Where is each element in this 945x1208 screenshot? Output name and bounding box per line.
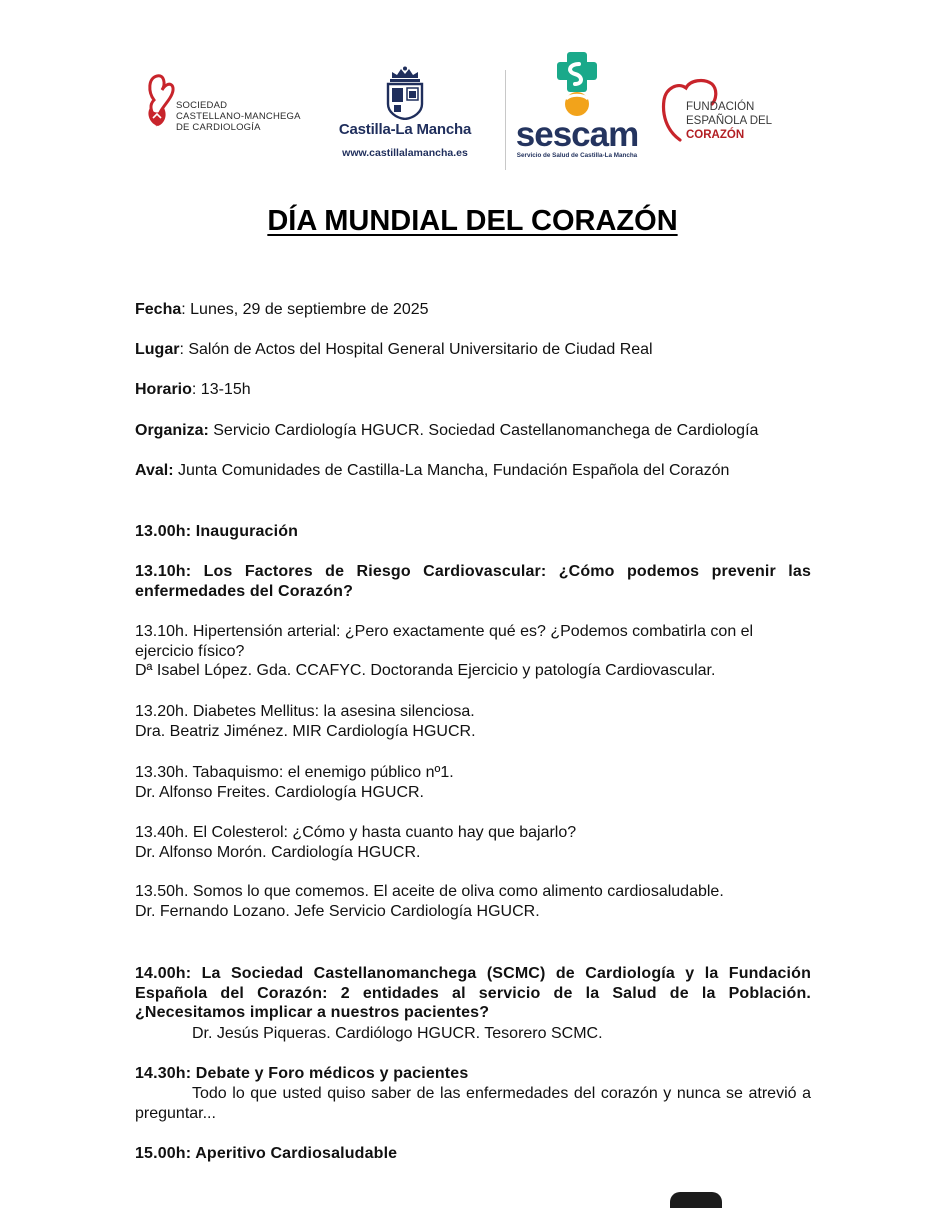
talk-aceite-oliva: [135, 882, 811, 921]
talk-colesterol-title: 13.40h. El Colesterol: ¿Cómo y hasta cuanto hay que bajarlo?: [135, 824, 577, 841]
logo-strip: [0, 0, 945, 180]
talk-diabetes-speaker: Dra. Beatriz Jiménez. MIR Cardiología HGUCR.: [135, 722, 476, 740]
program-aperitivo: 15.00h: Aperitivo Cardiosaludable: [135, 1145, 398, 1162]
cross-s-icon: [549, 52, 605, 118]
program-factores-riesgo: 13.10h: Los Factores de Riesgo Cardiovascular: ¿Cómo podemos prevenir las enfermedades del Corazón?: [135, 563, 811, 600]
talk-hipertension: [135, 622, 811, 681]
clm-name: Castilla-La Mancha: [338, 121, 472, 138]
logo-scmc: [142, 70, 302, 140]
crown-shield-icon: [380, 66, 430, 120]
fec-line-1: FUNDACIÓN: [686, 101, 755, 113]
program-debate-desc: Todo lo que usted quiso saber de las enfermedades del corazón y nunca se atrevió a preguntar...: [135, 1085, 811, 1122]
talk-colesterol-speaker: Dr. Alfonso Morón. Cardiología HGUCR.: [135, 843, 421, 861]
talk-colesterol: [135, 823, 811, 862]
program-inauguracion: 13.00h: Inauguración: [135, 523, 299, 540]
talk-tabaquismo-title: 13.30h. Tabaquismo: el enemigo público nº1.: [135, 764, 454, 781]
logo-fundacion-espanola-corazon: [660, 78, 790, 148]
floating-tab: [670, 1192, 722, 1208]
info-organiza: [135, 421, 825, 440]
talk-tabaquismo-speaker: Dr. Alfonso Freites. Cardiología HGUCR.: [135, 783, 424, 801]
page-title: DÍA MUNDIAL DEL CORAZÓN: [267, 205, 678, 237]
heart-with-figure-icon: [142, 70, 176, 136]
program-debate: 14.30h: Debate y Foro médicos y pacientes: [135, 1065, 469, 1082]
logo-sescam: [512, 52, 642, 164]
sescam-subtitle: Servicio de Salud de Castilla-La Mancha: [516, 152, 638, 159]
info-horario: [135, 380, 825, 399]
talk-diabetes-title: 13.20h. Diabetes Mellitus: la asesina silenciosa.: [135, 703, 475, 720]
aval-label: Aval:: [135, 462, 174, 479]
fecha-label: Fecha: [135, 301, 182, 318]
scmc-line-2: CASTELLANO-MANCHEGA: [176, 111, 301, 122]
organiza-label: Organiza:: [135, 422, 209, 439]
scmc-line-1: SOCIEDAD: [176, 100, 228, 111]
clm-url: www.castillalamancha.es: [342, 147, 468, 159]
talk-aceite-oliva-speaker: Dr. Fernando Lozano. Jefe Servicio Cardiología HGUCR.: [135, 902, 540, 920]
organiza-value: Servicio Cardiología HGUCR. Sociedad Castellanomanchega de Cardiología: [208, 422, 759, 439]
info-fecha: [135, 300, 825, 319]
scmc-line-3: DE CARDIOLOGÍA: [176, 122, 261, 133]
horario-label: Horario: [135, 381, 192, 398]
logo-castilla-la-mancha: [315, 66, 495, 166]
talk-aceite-oliva-title: 13.50h. Somos lo que comemos. El aceite de oliva como alimento cardiosaludable.: [135, 883, 724, 900]
program-sociedad-fundacion: 14.00h: La Sociedad Castellanomanchega (SCMC) de Cardiología y la Fundación Española del Corazón: 2 entidades al servicio de la Salud de la Población. ¿Necesitamos implicar a nuestros pacientes?: [135, 965, 811, 1021]
fec-line-2: ESPAÑOLA DEL: [686, 115, 773, 127]
lugar-value: : Salón de Actos del Hospital General Universitario de Ciudad Real: [179, 341, 653, 358]
lugar-label: Lugar: [135, 341, 180, 358]
talk-tabaquismo: [135, 763, 811, 802]
logo-divider: [505, 70, 506, 170]
info-aval: [135, 461, 825, 480]
fec-line-3: CORAZÓN: [686, 129, 745, 141]
aval-value: Junta Comunidades de Castilla-La Mancha, Fundación Española del Corazón: [173, 462, 730, 479]
info-lugar: [135, 340, 825, 359]
fecha-value: : Lunes, 29 de septiembre de 2025: [181, 301, 429, 318]
program-sociedad-speaker: Dr. Jesús Piqueras. Cardiólogo HGUCR. Tesorero SCMC.: [192, 1025, 603, 1042]
talk-hipertension-speaker: Dª Isabel López. Gda. CCAFYC. Doctoranda Ejercicio y patología Cardiovascular.: [135, 662, 716, 679]
horario-value: : 13-15h: [191, 381, 251, 398]
sescam-word: sescam: [515, 115, 639, 154]
talk-hipertension-title: 13.10h. Hipertensión arterial: ¿Pero exactamente qué es? ¿Podemos combatirla con el ejercicio físico?: [135, 623, 754, 660]
talk-diabetes: [135, 702, 811, 741]
